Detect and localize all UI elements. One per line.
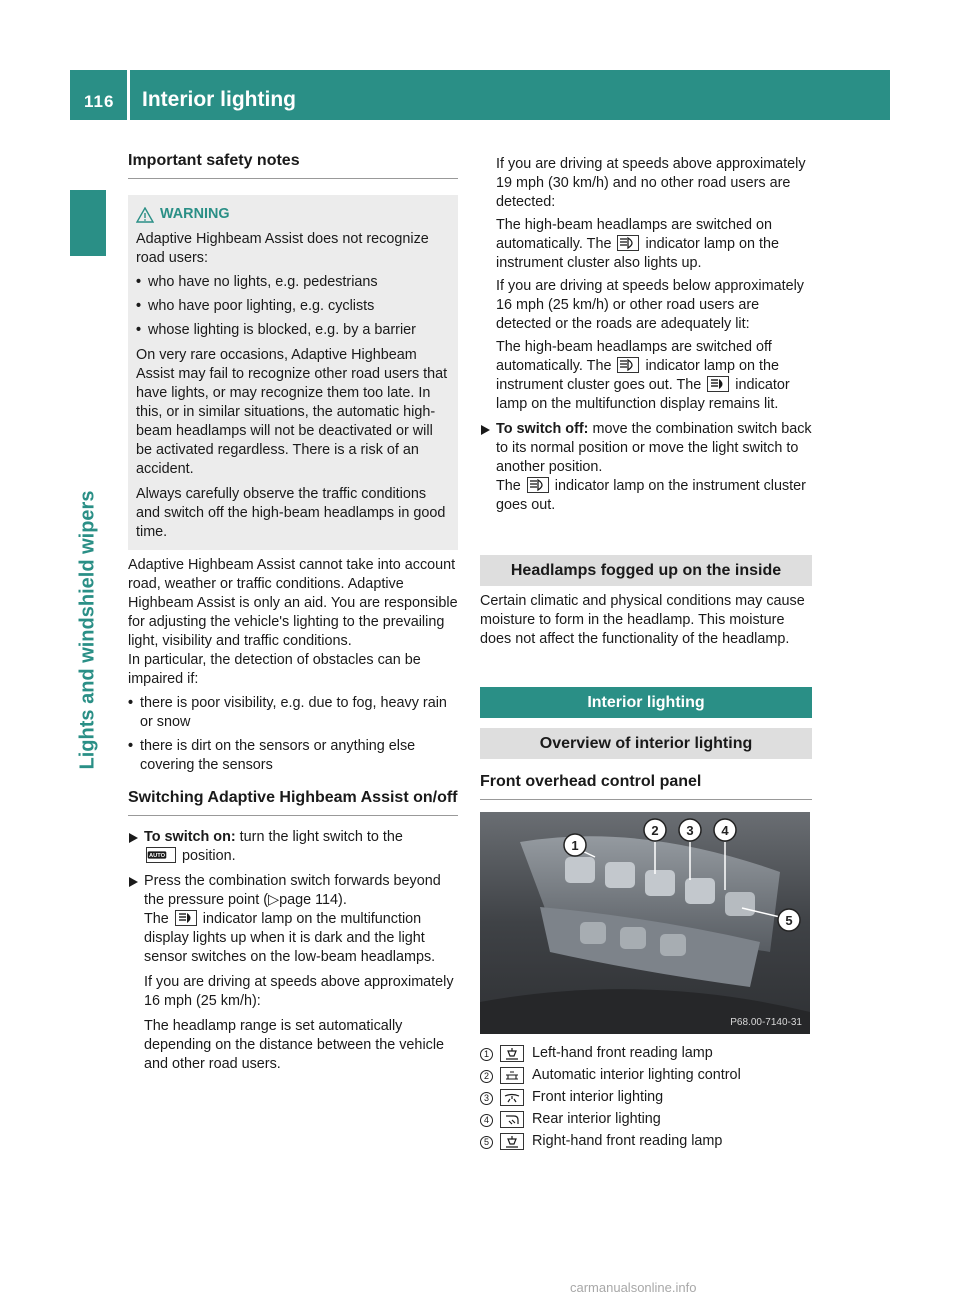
svg-text:3: 3 <box>686 823 694 838</box>
list-item-text: who have poor lighting, e.g. cyclists <box>148 298 375 314</box>
legend-number: 5 <box>480 1136 493 1149</box>
left-column <box>128 150 458 1074</box>
reading-lamp-icon <box>500 1133 524 1150</box>
text-part: indicator lamp on the instrument cluster goes out. The <box>496 358 780 393</box>
page-title: Interior lighting <box>142 88 296 111</box>
step-text-part: move the combination switch back to its normal position or move the light switch to another position. <box>496 421 812 475</box>
warning-triangle-icon <box>136 207 154 223</box>
sidebar-tab <box>70 190 106 256</box>
step-paragraph <box>480 338 812 414</box>
step-text-part: The <box>144 911 169 927</box>
front-interior-light-icon <box>500 1089 524 1106</box>
legend-label: Rear interior lighting <box>532 1111 661 1127</box>
legend-item <box>480 1110 812 1129</box>
highbeam-assist-icon <box>175 910 197 926</box>
svg-text:1: 1 <box>571 838 579 853</box>
instruction-step <box>480 420 812 477</box>
warning-paragraph: Always carefully observe the traffic conditions and switch off the high-beam headlamps in good time. <box>136 486 446 540</box>
callout-2 <box>644 819 666 841</box>
step-label: To switch off: <box>496 421 589 437</box>
text-part: indicator lamp on the multifunction display remains lit. <box>496 377 790 412</box>
svg-text:5: 5 <box>785 913 793 928</box>
legend-label: Right-hand front reading lamp <box>532 1133 723 1149</box>
warning-intro: Adaptive Highbeam Assist does not recognize road users: <box>136 231 429 266</box>
step-arrow-icon <box>480 420 496 477</box>
list-item <box>136 297 450 316</box>
bullet-icon: • <box>136 322 142 338</box>
legend-number: 2 <box>480 1070 493 1083</box>
step-label: To switch on: <box>144 829 236 845</box>
step-text <box>496 420 812 477</box>
text-part: The high-beam headlamps are switched off automatically. The <box>496 339 772 374</box>
page-header <box>70 70 890 120</box>
step-paragraph <box>480 477 812 515</box>
step-arrow-icon <box>128 828 144 866</box>
sidebar-section <box>70 460 106 800</box>
highbeam-indicator-icon <box>617 357 639 373</box>
section-heading: Front overhead control panel <box>480 771 812 800</box>
instruction-step <box>128 872 458 967</box>
step-paragraph: If you are driving at speeds above approximately 16 mph (25 km/h): <box>144 974 454 1009</box>
list-item <box>136 321 450 340</box>
photo-code: P68.00-7140-31 <box>730 1017 802 1028</box>
text-part: The <box>496 478 521 494</box>
overhead-panel-illustration <box>480 812 810 1034</box>
step-paragraph: If you are driving at speeds below approximately 16 mph (25 km/h) or other road users are detected or the roads are adequately lit: <box>496 278 804 332</box>
auto-headlamp-icon <box>146 847 176 863</box>
legend-item <box>480 1044 812 1063</box>
legend-number: 3 <box>480 1092 493 1105</box>
legend-list <box>480 1044 812 1151</box>
text-part: The high-beam headlamps are switched on automatically. The <box>496 217 772 252</box>
header-divider <box>127 70 130 120</box>
svg-text:AUTO: AUTO <box>148 853 166 860</box>
step-arrow-icon <box>128 872 144 967</box>
step-text-part: turn the light switch to the <box>235 829 403 845</box>
callout-1 <box>564 834 586 856</box>
highbeam-indicator-icon <box>527 477 549 493</box>
watermark: carmanualsonline.info <box>570 1280 697 1295</box>
text-part: indicator lamp on the instrument cluster also lights up. <box>496 236 780 271</box>
legend-number: 1 <box>480 1048 493 1061</box>
list-item-text: who have no lights, e.g. pedestrians <box>148 274 378 290</box>
overhead-panel-photo <box>480 812 810 1034</box>
page-reference[interactable]: page 114). <box>279 892 347 908</box>
page-ref-arrow-icon: ▷ <box>268 892 280 908</box>
step-paragraph <box>480 216 812 273</box>
sidebar-section-label: Lights and windshield wipers <box>76 490 99 770</box>
legend-item <box>480 1088 812 1107</box>
warning-title <box>136 205 450 224</box>
callout-3 <box>679 819 701 841</box>
warning-title-text: WARNING <box>160 206 230 222</box>
warning-paragraph: On very rare occasions, Adaptive Highbeam Assist may fail to recognize other road users that have lights, or may recognize them too late. In this, or in similar situations, the automatic high-beam headlamps will not be deactivated or will be activated regardless. There is a risk of an accident. <box>136 347 448 477</box>
section-heading: Switching Adaptive Highbeam Assist on/off <box>128 787 458 816</box>
text-part: indicator lamp on the instrument cluster goes out. <box>496 478 806 513</box>
auto-lighting-icon <box>500 1067 524 1084</box>
step-text <box>144 828 458 866</box>
step-text-part: indicator lamp on the multifunction display lights up when it is dark and the light sensor switches on the low-beam headlamps. <box>144 911 436 965</box>
bullet-icon: • <box>136 274 142 290</box>
legend-item <box>480 1066 812 1085</box>
body-paragraph: Adaptive Highbeam Assist cannot take into account road, weather or traffic conditions. Adaptive Highbeam Assist is only an aid. You are responsible for adjusting the vehicle's lighting to the prevailing light, visibility and traffic conditions. <box>128 557 458 649</box>
section-heading: Important safety notes <box>128 150 458 179</box>
reading-lamp-icon <box>500 1045 524 1062</box>
instruction-step <box>128 828 458 866</box>
right-column <box>480 155 812 1151</box>
legend-item <box>480 1132 812 1151</box>
legend-label: Front interior lighting <box>532 1089 664 1105</box>
warning-box <box>128 195 458 550</box>
bullet-icon: • <box>128 738 134 754</box>
step-text <box>144 872 458 967</box>
step-paragraph: The headlamp range is set automatically depending on the distance between the vehicle and other road users. <box>144 1018 445 1072</box>
list-item-text: there is poor visibility, e.g. due to fog, heavy rain or snow <box>140 695 447 730</box>
rear-interior-light-icon <box>500 1111 524 1128</box>
list-item-text: whose lighting is blocked, e.g. by a barrier <box>148 322 416 338</box>
section-banner: Headlamps fogged up on the inside <box>480 555 812 586</box>
page-number: 116 <box>84 92 115 111</box>
callout-5 <box>778 909 800 931</box>
svg-text:4: 4 <box>721 823 729 838</box>
bullet-icon: • <box>136 298 142 314</box>
list-item <box>128 694 458 732</box>
callout-4 <box>714 819 736 841</box>
section-banner: Interior lighting <box>480 687 812 718</box>
svg-text:2: 2 <box>651 823 659 838</box>
subsection-banner: Overview of interior lighting <box>480 728 812 759</box>
highbeam-indicator-icon <box>617 235 639 251</box>
body-paragraph: In particular, the detection of obstacles can be impaired if: <box>128 652 421 687</box>
step-text-part: position. <box>178 848 236 864</box>
step-paragraph: If you are driving at speeds above approximately 19 mph (30 km/h) and no other road users are detected: <box>496 156 806 210</box>
highbeam-assist-icon <box>707 376 729 392</box>
legend-number: 4 <box>480 1114 493 1127</box>
list-item <box>128 737 458 775</box>
bullet-icon: • <box>128 695 134 711</box>
list-item <box>136 273 450 292</box>
step-text-part: Press the combination switch forwards beyond the pressure point ( <box>144 873 441 908</box>
list-item-text: there is dirt on the sensors or anything else covering the sensors <box>140 738 416 773</box>
body-paragraph: Certain climatic and physical conditions may cause moisture to form in the headlamp. This moisture does not affect the functionality of the headlamp. <box>480 593 805 647</box>
legend-label: Automatic interior lighting control <box>532 1067 741 1083</box>
legend-label: Left-hand front reading lamp <box>532 1045 713 1061</box>
